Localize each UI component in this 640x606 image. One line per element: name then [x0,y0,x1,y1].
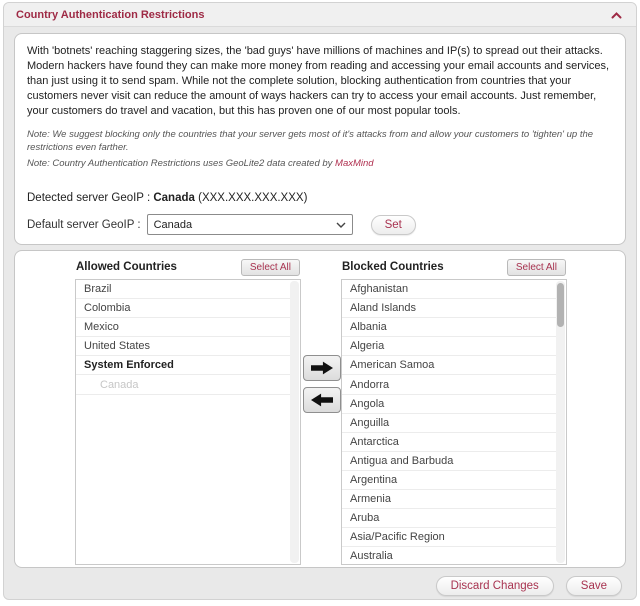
chevron-down-icon [336,219,346,231]
intro-paragraph: With 'botnets' reaching staggering sizes, the 'bad guys' have millions of machines and IP(s) to spread out their attacks. Modern hackers have found they can make more money from reading and accessing your email accounts and services, than just using it to send spam. While not the complete solution, blocking authentication from countries that your customers never visit can reduce the amount of ways hackers can try to access your email accounts. Just remember, your customers do travel and vacation, but this has proven one of our most popular tools. [27,45,610,117]
country-label: Angola [350,397,385,410]
move-to-allowed-button[interactable] [303,387,341,413]
maxmind-link[interactable]: MaxMind [335,158,374,169]
blocked-countries-title: Blocked Countries [342,261,444,273]
chevron-up-icon [611,7,622,22]
blocked-country-row[interactable] [342,452,556,471]
allowed-countries-header [75,255,301,279]
note-geolite-text: Note: Country Authentication Restrictions uses GeoLite2 data created by [27,158,336,169]
blocked-country-row[interactable] [342,375,556,394]
collapse-button[interactable] [609,5,624,24]
intro-section [14,33,626,245]
country-label: Algeria [350,340,385,353]
country-label: Albania [350,321,387,334]
allowed-country-row[interactable] [76,337,290,356]
country-label: Antarctica [350,435,399,448]
country-label: Colombia [84,302,131,315]
allowed-select-all-button[interactable]: Select All [241,259,300,276]
country-label: Argentina [350,473,398,486]
allowed-country-row[interactable] [76,318,290,337]
blocked-country-row[interactable] [342,318,556,337]
country-label: Brazil [84,283,112,296]
panel-header [4,3,636,27]
allowed-countries-column [75,255,301,565]
blocked-country-row[interactable] [342,433,556,452]
blocked-country-row[interactable] [342,490,556,509]
blocked-country-row[interactable] [342,356,556,375]
move-to-blocked-button[interactable] [303,355,341,381]
allowed-country-row[interactable] [76,280,290,299]
arrow-right-icon [311,361,333,375]
country-label: Andorra [350,378,390,391]
blocked-country-row[interactable] [342,471,556,490]
blocked-country-row[interactable] [342,280,556,299]
blocked-list-scrollbar-thumb[interactable] [557,283,564,327]
country-label: Aruba [350,512,380,525]
detected-geoip-line [27,192,613,204]
set-button[interactable]: Set [371,215,416,235]
blocked-list-scrollbar[interactable] [556,281,565,563]
allowed-country-rows [76,280,290,356]
country-label: Canada [100,378,139,391]
country-label: United States [84,340,151,353]
system-enforced-header-row [76,356,290,375]
country-label: Antigua and Barbuda [350,454,454,467]
country-label: American Samoa [350,359,435,372]
detected-geoip-country: Canada [153,192,195,204]
allowed-list-scrollbar[interactable] [290,281,299,563]
discard-changes-button[interactable]: Discard Changes [436,576,554,596]
blocked-country-row[interactable] [342,337,556,356]
system-enforced-rows [76,375,290,394]
country-label: Afghanistan [350,283,409,296]
country-label: Armenia [350,493,391,506]
country-label: Aland Islands [350,302,417,315]
footer-actions [4,576,622,596]
allowed-country-row[interactable] [76,299,290,318]
blocked-country-row[interactable] [342,528,556,547]
blocked-countries-list [341,279,567,565]
country-label: Asia/Pacific Region [350,531,445,544]
blocked-country-row[interactable] [342,299,556,318]
transfer-buttons [303,355,341,413]
panel-title: Country Authentication Restrictions [16,8,205,21]
default-geoip-selected-value: Canada [153,218,193,231]
allowed-countries-title: Allowed Countries [76,261,177,273]
allowed-countries-list [75,279,301,565]
country-auth-restrictions-panel [3,2,637,600]
default-geoip-row [27,214,613,235]
blocked-country-row[interactable] [342,395,556,414]
country-label: Anguilla [350,416,390,429]
blocked-select-all-button[interactable]: Select All [507,259,566,276]
enforced-country-row [76,375,290,394]
default-geoip-select[interactable] [147,214,353,235]
blocked-countries-column [341,255,567,565]
save-button[interactable]: Save [566,576,622,596]
blocked-country-row[interactable] [342,509,556,528]
system-enforced-label: System Enforced [84,359,174,372]
detected-geoip-label: Detected server GeoIP : [27,192,151,204]
country-lists-section [14,250,626,568]
arrow-left-icon [311,393,333,407]
blocked-country-row[interactable] [342,547,556,565]
detected-geoip-ip: (XXX.XXX.XXX.XXX) [198,192,308,204]
default-geoip-label: Default server GeoIP : [27,218,141,231]
country-label: Australia [350,550,393,563]
blocked-country-rows [342,280,556,565]
note-geolite [27,157,613,170]
blocked-country-row[interactable] [342,414,556,433]
country-label: Mexico [84,321,119,334]
blocked-countries-header [341,255,567,279]
note-blocking-suggestion: Note: We suggest blocking only the countries that your server gets most of it's attacks from and allow your customers to 'tighten' up the restrictions even farther. [27,129,594,153]
